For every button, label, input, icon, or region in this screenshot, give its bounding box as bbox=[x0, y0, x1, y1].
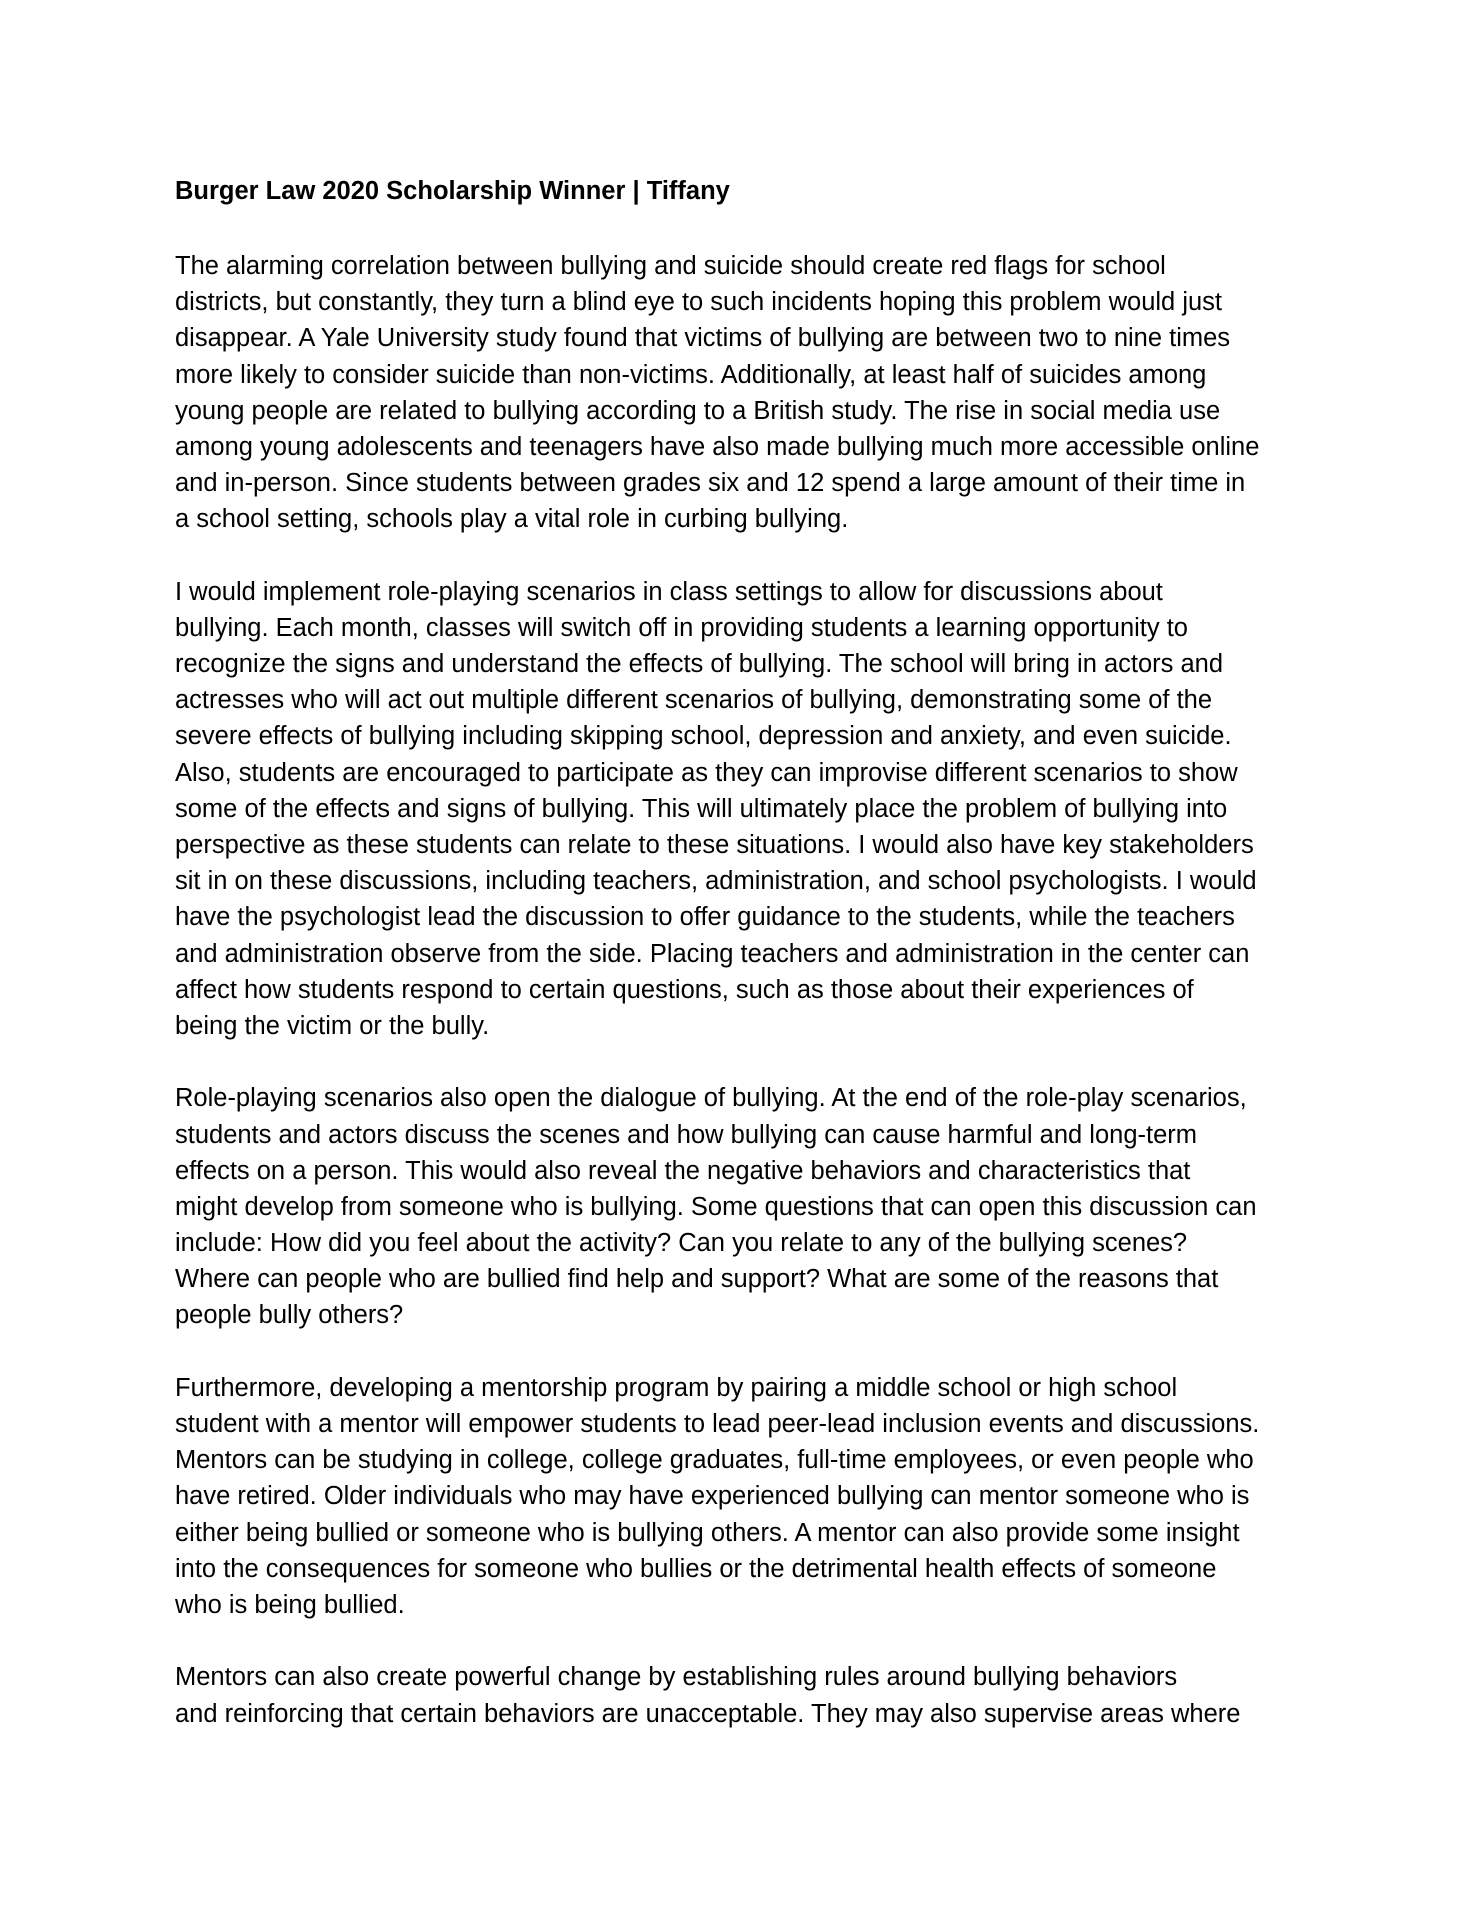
text-line: into the consequences for someone who bullies or the detrimental health effects of someone bbox=[175, 1554, 1217, 1583]
text-line: and administration observe from the side. Placing teachers and administration in the center can bbox=[175, 939, 1250, 968]
text-line: Where can people who are bullied find help and support? What are some of the reasons that bbox=[175, 1265, 1219, 1294]
text-line: I would implement role-playing scenarios in class settings to allow for discussions about bbox=[175, 577, 1163, 606]
text-line: who is being bullied. bbox=[175, 1590, 405, 1619]
document-title: Burger Law 2020 Scholarship Winner | Tiffany bbox=[175, 177, 730, 205]
text-line: young people are related to bullying according to a British study. The rise in social media use bbox=[175, 396, 1221, 425]
text-line: some of the effects and signs of bullying. This will ultimately place the problem of bullying into bbox=[175, 794, 1228, 823]
text-line: bullying. Each month, classes will switch off in providing students a learning opportunity to bbox=[175, 613, 1188, 642]
text-line: effects on a person. This would also reveal the negative behaviors and characteristics that bbox=[175, 1156, 1191, 1185]
document-body bbox=[175, 248, 1325, 1768]
text-line: have the psychologist lead the discussion to offer guidance to the students, while the teachers bbox=[175, 903, 1235, 932]
text-line: have retired. Older individuals who may have experienced bullying can mentor someone who is bbox=[175, 1482, 1250, 1511]
text-line: recognize the signs and understand the effects of bullying. The school will bring in actors and bbox=[175, 650, 1224, 679]
text-line: student with a mentor will empower students to lead peer-lead inclusion events and discussions. bbox=[175, 1410, 1260, 1438]
text-line: students and actors discuss the scenes and how bullying can cause harmful and long-term bbox=[175, 1120, 1197, 1149]
paragraph-2 bbox=[175, 574, 1325, 1044]
text-line: Mentors can also create powerful change by establishing rules around bullying behaviors bbox=[175, 1663, 1178, 1692]
text-line: and reinforcing that certain behaviors are unacceptable. They may also supervise areas where bbox=[175, 1699, 1241, 1728]
text-line: Mentors can be studying in college, college graduates, full-time employees, or even people who bbox=[175, 1446, 1254, 1475]
text-line: either being bullied or someone who is bullying others. A mentor can also provide some insight bbox=[175, 1518, 1240, 1547]
text-line: Furthermore, developing a mentorship program by pairing a middle school or high school bbox=[175, 1373, 1178, 1402]
paragraph-4 bbox=[175, 1370, 1325, 1623]
text-line: being the victim or the bully. bbox=[175, 1011, 490, 1040]
text-line: Role-playing scenarios also open the dialogue of bullying. At the end of the role-play scenarios, bbox=[175, 1084, 1247, 1113]
text-line: people bully others? bbox=[175, 1301, 404, 1330]
text-line: perspective as these students can relate to these situations. I would also have key stakeholders bbox=[175, 831, 1254, 859]
paragraph-1 bbox=[175, 248, 1325, 538]
paragraph-3 bbox=[175, 1080, 1325, 1333]
text-line: include: How did you feel about the activity? Can you relate to any of the bullying scenes? bbox=[175, 1229, 1188, 1258]
text-line: might develop from someone who is bullying. Some questions that can open this discussion can bbox=[175, 1192, 1257, 1221]
text-line: affect how students respond to certain questions, such as those about their experiences of bbox=[175, 975, 1194, 1004]
text-line: and in-person. Since students between grades six and 12 spend a large amount of their time in bbox=[175, 469, 1246, 498]
text-line: actresses who will act out multiple different scenarios of bullying, demonstrating some of the bbox=[175, 686, 1213, 715]
paragraph-5 bbox=[175, 1659, 1325, 1731]
text-line: among young adolescents and teenagers have also made bullying much more accessible online bbox=[175, 432, 1260, 461]
text-line: a school setting, schools play a vital role in curbing bullying. bbox=[175, 505, 849, 534]
text-line: more likely to consider suicide than non-victims. Additionally, at least half of suicides among bbox=[175, 360, 1207, 389]
text-line: The alarming correlation between bullying and suicide should create red flags for school bbox=[175, 252, 1166, 280]
text-line: sit in on these discussions, including teachers, administration, and school psychologists. I would bbox=[175, 867, 1257, 896]
text-line: disappear. A Yale University study found that victims of bullying are between two to nine times bbox=[175, 324, 1231, 353]
text-line: Also, students are encouraged to participate as they can improvise different scenarios to show bbox=[175, 758, 1238, 787]
text-line: severe effects of bullying including skipping school, depression and anxiety, and even suicide. bbox=[175, 722, 1232, 751]
text-line: districts, but constantly, they turn a blind eye to such incidents hoping this problem would just bbox=[175, 288, 1223, 317]
